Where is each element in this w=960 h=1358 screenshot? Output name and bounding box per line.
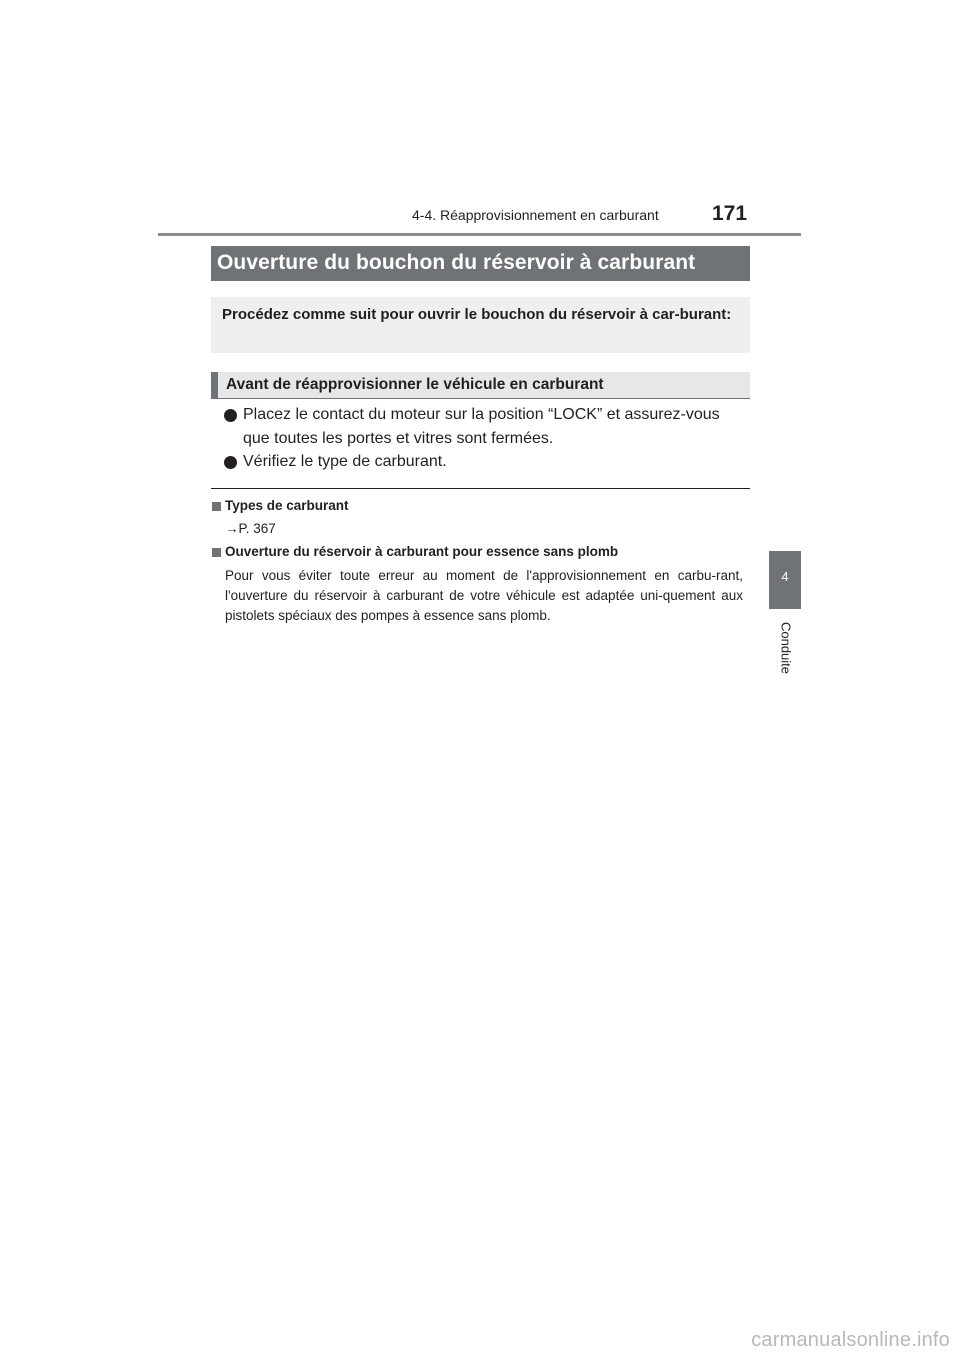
note-body: Pour vous éviter toute erreur au moment de l'approvisionnement en carbu-rant, l'ouverture du réservoir à carburant de votre véhicule est adaptée uni-quement aux pistolets spéciaux des pompes à essence sans plomb. xyxy=(225,568,743,623)
section-divider xyxy=(211,488,750,489)
chapter-tab-number: 4 xyxy=(781,569,789,584)
subsection-title: Avant de réapprovisionner le véhicule en carburant xyxy=(226,376,604,393)
square-bullet-icon xyxy=(212,502,221,511)
bullet-icon xyxy=(224,409,237,422)
bullet-item: Vérifiez le type de carburant. xyxy=(243,453,447,470)
page-reference-link[interactable]: →P. 367 xyxy=(225,521,276,536)
bullet-item: Placez le contact du moteur sur la position “LOCK” et assurez-vous que toutes les portes et vitres sont fermées. xyxy=(243,406,720,447)
note-title: Ouverture du réservoir à carburant pour essence sans plomb xyxy=(225,544,619,559)
note-title: Types de carburant xyxy=(225,498,349,513)
running-header: 4-4. Réapprovisionnement en carburant xyxy=(412,207,659,223)
intro-text: Procédez comme suit pour ouvrir le bouchon du réservoir à car-burant: xyxy=(222,306,732,323)
page-number: 171 xyxy=(712,202,748,225)
chapter-tab-label: Conduite xyxy=(778,621,794,675)
header-rule xyxy=(158,233,801,236)
subsection-accent-bar xyxy=(211,372,218,398)
section-title: Ouverture du bouchon du réservoir à carburant xyxy=(217,251,696,274)
watermark: carmanualsonline.info xyxy=(751,1329,950,1351)
bullet-icon xyxy=(224,456,237,469)
square-bullet-icon xyxy=(212,548,221,557)
subsection-underline xyxy=(211,398,750,399)
